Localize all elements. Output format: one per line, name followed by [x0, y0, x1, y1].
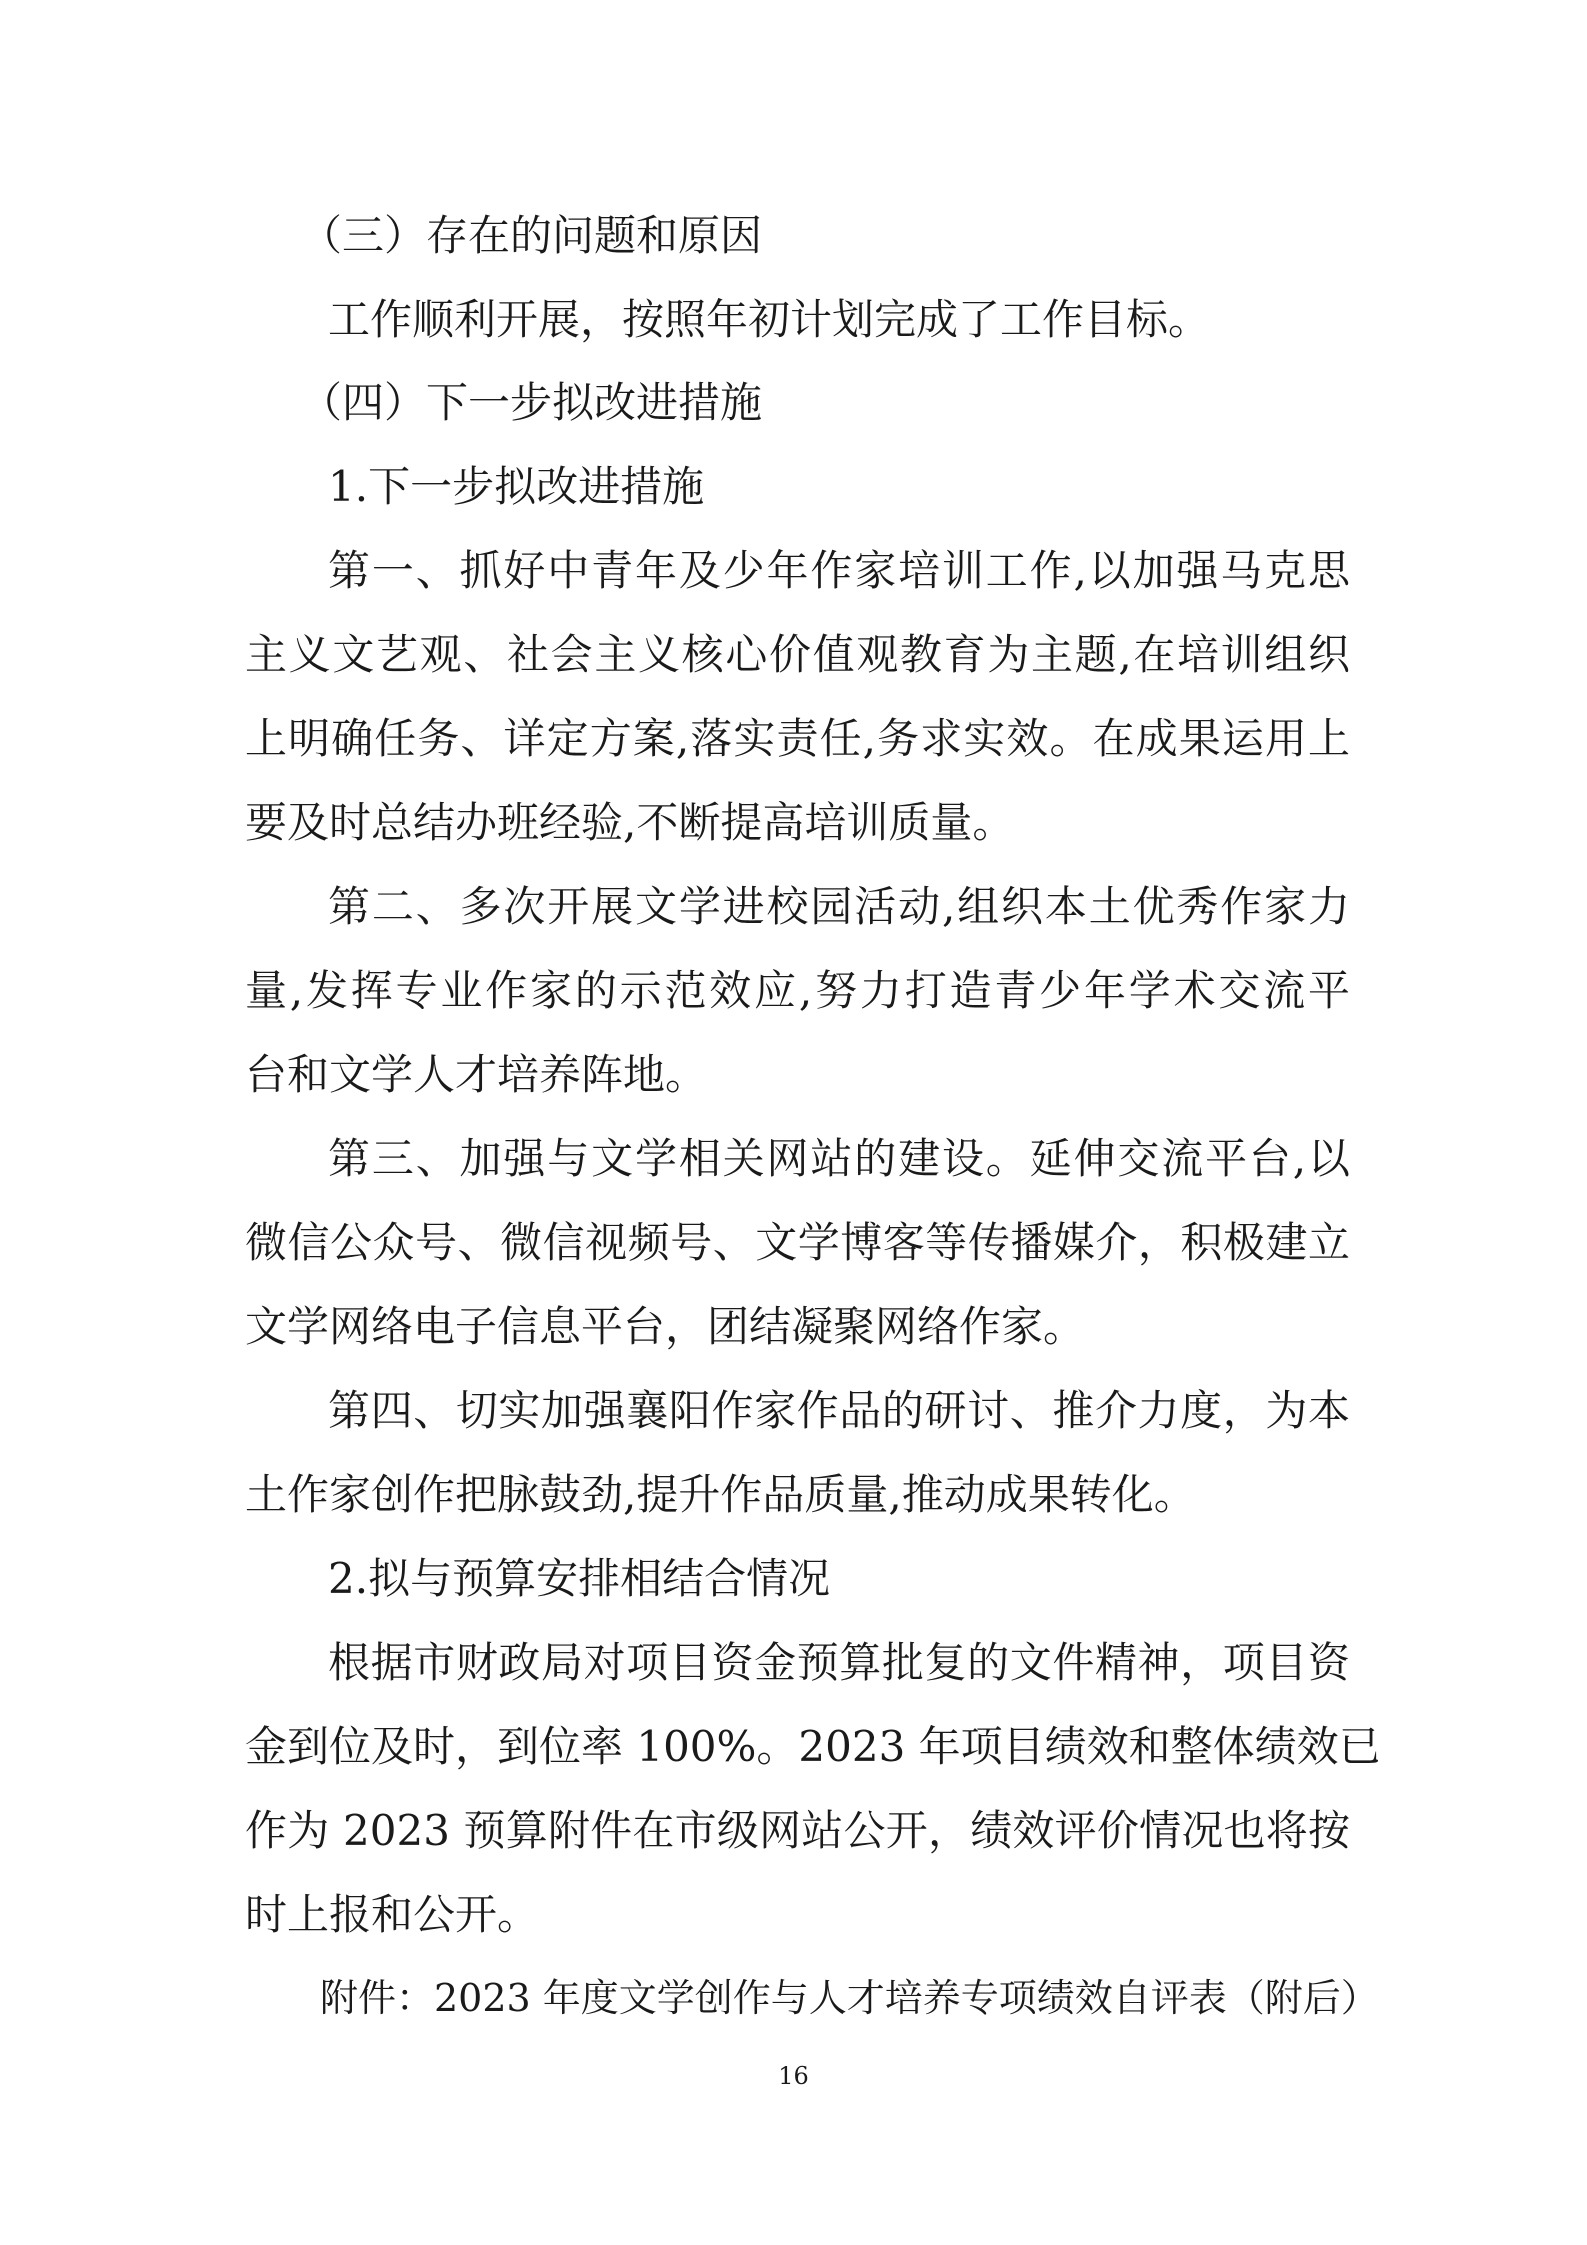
paragraph-line: 微信公众号、微信视频号、文学博客等传播媒介，积极建立 [245, 1218, 1350, 1267]
section-heading-3: （三）存在的问题和原因 [300, 211, 763, 260]
paragraph-line: 时上报和公开。 [245, 1890, 540, 1939]
subsection-heading-2: 2.拟与预算安排相结合情况 [328, 1554, 831, 1603]
paragraph-text: 工作顺利开展，按照年初计划完成了工作目标。 [328, 295, 1211, 344]
page-number: 16 [778, 2062, 809, 2090]
subsection-heading-1: 1.下一步拟改进措施 [328, 462, 705, 511]
paragraph-line: 台和文学人才培养阵地。 [245, 1050, 708, 1099]
paragraph-line: 要及时总结办班经验,不断提高培训质量。 [245, 798, 1015, 847]
paragraph-line: 第四、切实加强襄阳作家作品的研讨、推介力度，为本 [328, 1386, 1350, 1435]
paragraph-line: 第三、加强与文学相关网站的建设。延伸交流平台,以 [328, 1134, 1350, 1183]
paragraph-line: 第一、抓好中青年及少年作家培训工作,以加强马克思 [328, 546, 1350, 595]
paragraph-line: 文学网络电子信息平台，团结凝聚网络作家。 [245, 1302, 1086, 1351]
paragraph-line: 量,发挥专业作家的示范效应,努力打造青少年学术交流平 [245, 966, 1350, 1015]
paragraph-line: 主义文艺观、社会主义核心价值观教育为主题,在培训组织 [245, 630, 1350, 679]
paragraph-line: 土作家创作把脉鼓劲,提升作品质量,推动成果转化。 [245, 1470, 1196, 1519]
paragraph-line: 上明确任务、详定方案,落实责任,务求实效。在成果运用上 [245, 714, 1350, 763]
section-heading-4: （四）下一步拟改进措施 [300, 378, 763, 427]
paragraph-line: 金到位及时，到位率 100%。2023 年项目绩效和整体绩效已 [245, 1722, 1381, 1771]
paragraph-line: 第二、多次开展文学进校园活动,组织本土优秀作家力 [328, 882, 1350, 931]
attachment-note: 附件：2023 年度文学创作与人才培养专项绩效自评表（附后） [320, 1976, 1379, 2020]
paragraph-line: 根据市财政局对项目资金预算批复的文件精神，项目资 [328, 1638, 1350, 1687]
paragraph-line: 作为 2023 预算附件在市级网站公开，绩效评价情况也将按 [245, 1806, 1350, 1855]
